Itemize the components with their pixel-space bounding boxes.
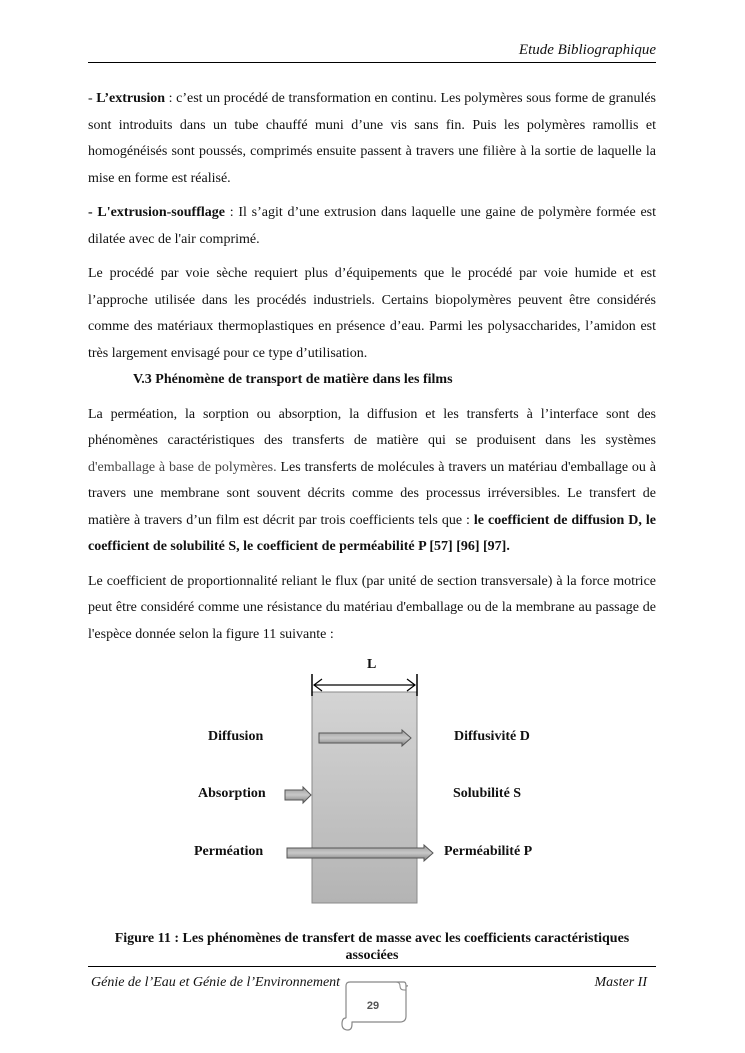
coefficient-permeabilite: le coefficient de perméabilité P [57] [96] [97]. [243, 539, 510, 554]
coefficient-solubilite: le coefficient de solubilité S [88, 512, 657, 554]
footer-right: Master II [594, 975, 647, 990]
footer-left: Génie de l’Eau et Génie de l’Environnement [91, 975, 341, 990]
body-text [88, 86, 656, 656]
paragraph-permeation [88, 402, 656, 561]
extrusion-soufflage-text: : Il s’agit d’une extrusion dans laquelle une gaine de polymère formée est dilatée avec de l'air comprimé. [88, 205, 656, 247]
label-permeation: Perméation [194, 844, 264, 859]
figure-11 [0, 650, 745, 910]
term-extrusion-soufflage: - L'extrusion-soufflage [88, 205, 225, 220]
film-block [312, 692, 417, 903]
section-title: V.3 Phénomène de transport de matière dans les films [133, 372, 453, 387]
thickness-label: L [367, 657, 377, 672]
absorption-arrow [285, 787, 311, 803]
label-diffusivite: Diffusivité D [454, 729, 530, 744]
permeation-text-2: d'emballage à base de polymères. [88, 459, 277, 475]
label-permeabilite: Perméabilité P [444, 844, 533, 859]
list-dash: - [88, 91, 97, 106]
separator-2: , [236, 539, 244, 554]
paragraph-extrusion [88, 86, 656, 192]
label-absorption: Absorption [198, 786, 266, 801]
header-title: Etude Bibliographique [518, 42, 656, 58]
page-header [88, 42, 656, 63]
page-number: 29 [366, 1000, 380, 1012]
label-solubilite: Solubilité S [453, 786, 522, 801]
paragraph-proportionnalite: Le coefficient de proportionnalité reliant le flux (par unité de section transversale) à la force motrice peut être considéré comme une résistance du matériau d'emballage ou de la membrane au passage de l'espèce donnée selon la figure 11 suivante : [88, 573, 656, 642]
term-extrusion: L’extrusion [96, 91, 165, 106]
permeation-text-1: La perméation, la sorption ou absorption, la diffusion et les transferts à l’interface sont des phénomènes caractéristiques des transferts de matière qui se produisent dans les systèmes [88, 406, 656, 448]
transfer-diagram [0, 650, 745, 910]
footer-divider [88, 966, 656, 967]
figure-caption: Figure 11 : Les phénomènes de transfert de masse avec les coefficients caractéristiques associées [114, 931, 630, 963]
extrusion-text: : c’est un procédé de transformation en continu. Les polymères sous forme de granulés sont introduits dans un tube chauffé muni d’une vis sans fin. Puis les polymères ramollis et homogénéisés sont poussés, comprimés ensuite passent à travers une filière à la sortie de laquelle la mise en forme est réalisé. [88, 91, 656, 186]
paragraph-extrusion-soufflage [88, 200, 656, 253]
permeation-text-3: Les transferts de molécules à travers un matériau d'emballage ou à travers une membrane sont souvent décrits comme des processus irréversibles. Le transfert de matière à travers d’un film est décrit par trois coefficients tels que : [88, 459, 656, 528]
coefficient-diffusion: le coefficient de diffusion D [473, 512, 639, 528]
page-number-badge [338, 980, 408, 1032]
paragraph-voie-seche: Le procédé par voie sèche requiert plus d’équipements que le procédé par voie humide et est l’approche utilisée dans les procédés industriels. Certains biopolymères peuvent être considérés comme des matériaux thermoplastiques en présence d’eau. Parmi les polysaccharides, l’amidon est très largement envisagé pour ce type d’utilisation. [88, 266, 656, 361]
label-diffusion: Diffusion [208, 729, 264, 744]
separator-1: , [638, 512, 646, 528]
